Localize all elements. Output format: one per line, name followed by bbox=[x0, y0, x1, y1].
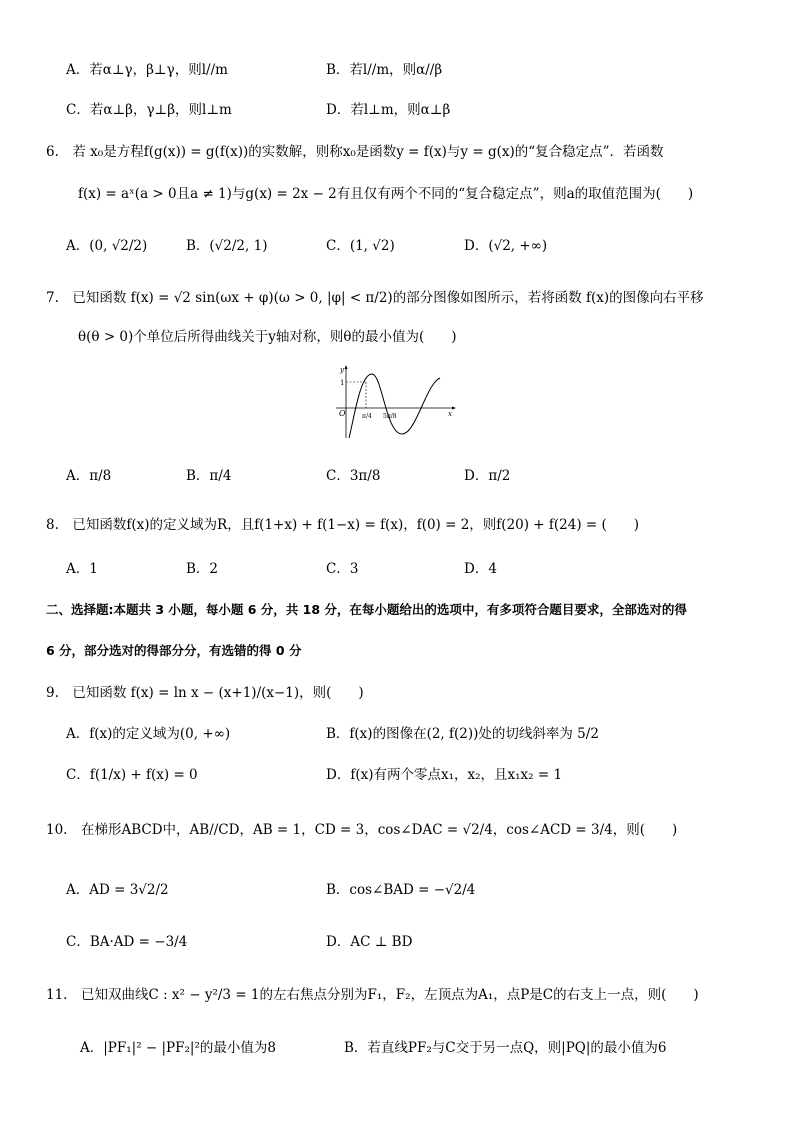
origin-label: O bbox=[339, 409, 346, 418]
q6-option-b: B．(√2/2, 1) bbox=[186, 238, 268, 254]
y-axis-arrow bbox=[345, 365, 348, 369]
sine-graph-figure bbox=[336, 364, 456, 438]
y-tick-one: 1 bbox=[340, 379, 345, 387]
q6-option-d: D．(√2, +∞) bbox=[464, 238, 548, 254]
q9-stem: 9. 已知函数 f(x) = ln x − (x+1)/(x−1)，则( ) bbox=[46, 685, 364, 701]
q10-option-b: B．cos∠BAD = −√2/4 bbox=[326, 882, 476, 898]
q8-option-d: D．4 bbox=[464, 561, 497, 577]
q10-stem: 10. 在梯形ABCD中，AB//CD，AB = 1，CD = 3，cos∠DAC = √2/4，cos∠ACD = 3/4，则( ) bbox=[46, 822, 678, 838]
q9-option-d: D．f(x)有两个零点x₁，x₂，且x₁x₂ = 1 bbox=[326, 767, 563, 783]
q6-stem-line2: f(x) = aˣ(a > 0且a ≠ 1)与g(x) = 2x − 2有且仅有两个不同的“复合稳定点”，则a的取值范围为( ) bbox=[78, 186, 694, 202]
section2-heading-line2: 6 分，部分选对的得部分分，有选错的得 0 分 bbox=[46, 643, 302, 658]
q6-stem-line1: 6. 若 x₀是方程f(g(x)) = g(f(x))的实数解，则称x₀是函数y = f(x)与y = g(x)的“复合稳定点”．若函数 bbox=[46, 144, 664, 160]
sine-curve bbox=[349, 374, 440, 438]
q8-stem: 8. 已知函数f(x)的定义域为R，且f(1+x) + f(1−x) = f(x)，f(0) = 2，则f(20) + f(24) = ( ) bbox=[46, 517, 640, 533]
q9-option-b: B．f(x)的图像在(2, f(2))处的切线斜率为 5/2 bbox=[326, 726, 599, 742]
q7-option-d: D．π/2 bbox=[464, 468, 511, 484]
q11-option-a: A．|PF₁|² − |PF₂|²的最小值为8 bbox=[80, 1040, 276, 1056]
q9-option-c: C．f(1/x) + f(x) = 0 bbox=[66, 767, 198, 783]
q6-option-a: A．(0, √2/2) bbox=[66, 238, 148, 254]
q7-option-a: A．π/8 bbox=[66, 468, 112, 484]
q8-option-b: B．2 bbox=[186, 561, 219, 577]
q10-option-d: D．AC ⊥ BD bbox=[326, 934, 413, 950]
q8-option-a: A．1 bbox=[66, 561, 98, 577]
q10-option-c: C．BA·AD = −3/4 bbox=[66, 934, 188, 950]
q8-option-c: C．3 bbox=[326, 561, 359, 577]
q11-option-b: B．若直线PF₂与C交于另一点Q，则|PQ|的最小值为6 bbox=[344, 1040, 667, 1056]
q7-option-c: C．3π/8 bbox=[326, 468, 381, 484]
q11-stem: 11. 已知双曲线C : x² − y²/3 = 1的左右焦点分别为F₁，F₂，左顶点为A₁，点P是C的右支上一点，则( ) bbox=[46, 987, 699, 1003]
q10-option-a: A．AD = 3√2/2 bbox=[66, 882, 169, 898]
x-axis-label: x bbox=[448, 410, 452, 418]
q5-option-a: A．若α⊥γ，β⊥γ，则l//m bbox=[66, 62, 228, 78]
x-tick-5pi-over-8: 5π/8 bbox=[383, 413, 397, 420]
q7-stem-line2: θ(θ > 0)个单位后所得曲线关于y轴对称，则θ的最小值为( ) bbox=[78, 329, 457, 345]
q6-option-c: C．(1, √2) bbox=[326, 238, 395, 254]
q5-option-b: B．若l//m，则α//β bbox=[326, 62, 443, 78]
section2-heading-line1: 二、选择题:本题共 3 小题，每小题 6 分，共 18 分，在每小题给出的选项中，有多项符合题目要求，全部选对的得 bbox=[46, 602, 687, 617]
q7-stem-line1: 7. 已知函数 f(x) = √2 sin(ωx + φ)(ω > 0, |φ| < π/2)的部分图像如图所示，若将函数 f(x)的图像向右平移 bbox=[46, 290, 704, 306]
x-tick-pi-over-4: π/4 bbox=[362, 413, 372, 420]
x-axis-arrow bbox=[452, 407, 456, 410]
q9-option-a: A．f(x)的定义域为(0, +∞) bbox=[66, 726, 231, 742]
q7-option-b: B．π/4 bbox=[186, 468, 232, 484]
q5-option-c: C．若α⊥β，γ⊥β，则l⊥m bbox=[66, 102, 232, 118]
y-axis-label: y bbox=[340, 366, 344, 374]
q5-option-d: D．若l⊥m，则α⊥β bbox=[326, 102, 451, 118]
